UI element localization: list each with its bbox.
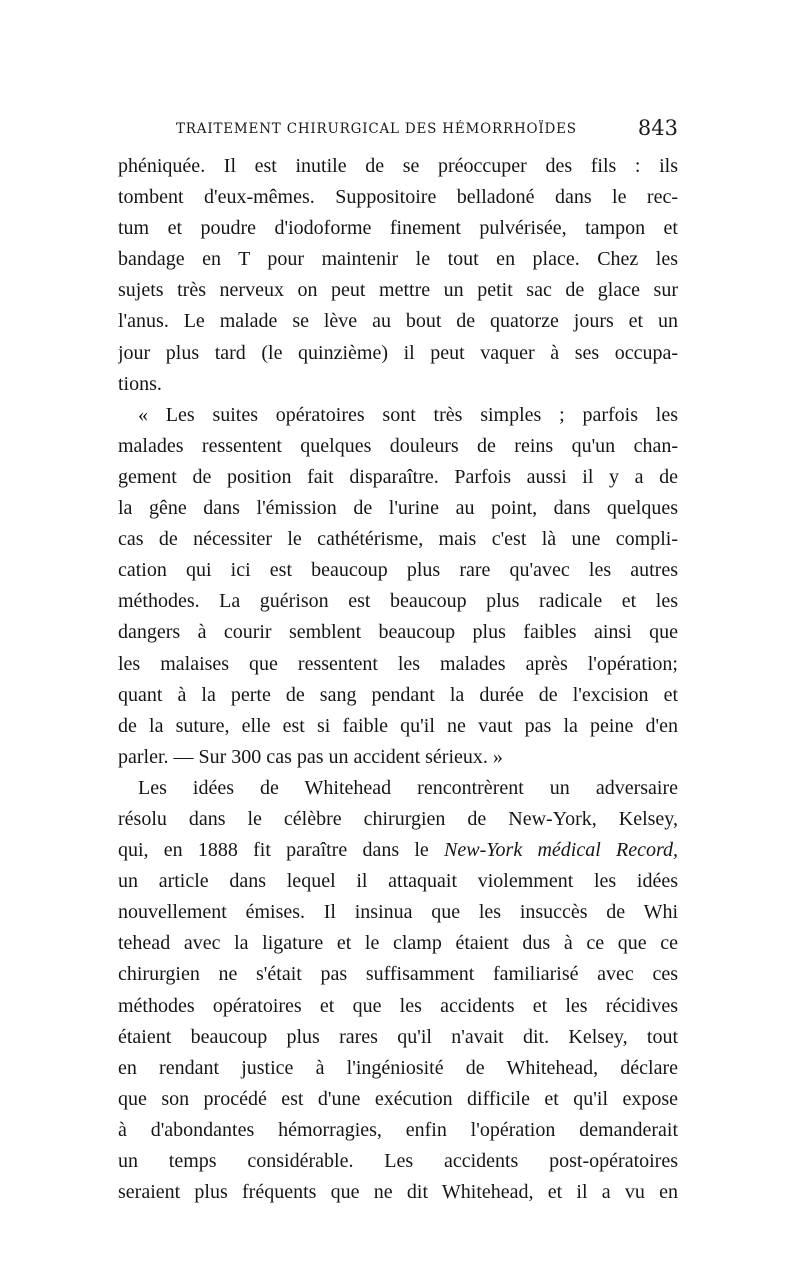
text-line: tions. — [118, 372, 162, 395]
text-line: méthodes. La guérison est beaucoup plus radicale et les — [118, 590, 678, 613]
body-text — [118, 151, 678, 1208]
text-line: nouvellement émises. Il insinua que les insuccès de Whi — [118, 901, 678, 924]
text-line: en rendant justice à l'ingéniosité de Whitehead, déclare — [118, 1056, 678, 1079]
text-line: les malaises que ressentent les malades après l'opération; — [118, 652, 678, 675]
text-segment: qui, en 1888 fit paraître dans le — [118, 839, 429, 862]
text-line: tum et poudre d'iodoforme finement pulvérisée, tampon et — [118, 217, 678, 240]
running-title: TRAITEMENT CHIRURGICAL DES HÉMORRHOÏDES — [176, 121, 577, 137]
text-line: tehead avec la ligature et le clamp étaient dus à ce que ce — [118, 932, 678, 955]
text-line: méthodes opératoires et que les accidents et les récidives — [118, 994, 678, 1017]
text-line: Les idées de Whitehead rencontrèrent un adversaire — [138, 776, 678, 799]
text-line: cation qui ici est beaucoup plus rare qu'avec les autres — [118, 559, 678, 582]
text-line: étaient beaucoup plus rares qu'il n'avait dit. Kelsey, tout — [118, 1025, 678, 1048]
text-line: jour plus tard (le quinzième) il peut vaquer à ses occupa- — [118, 341, 678, 364]
running-head — [118, 118, 678, 142]
text-line: gement de position fait disparaître. Parfois aussi il y a de — [118, 465, 678, 488]
text-line: chirurgien ne s'était pas suffisamment familiarisé avec ces — [118, 963, 678, 986]
text-line: seraient plus fréquents que ne dit Whitehead, et il a vu en — [118, 1181, 678, 1204]
text-line: un temps considérable. Les accidents post-opératoires — [118, 1150, 678, 1172]
text-line: quant à la perte de sang pendant la durée de l'excision et — [118, 683, 678, 706]
text-line-with-citation — [118, 835, 678, 866]
text-line: la gêne dans l'émission de l'urine au point, dans quelques — [118, 497, 678, 520]
text-line: dangers à courir semblent beaucoup plus faibles ainsi que — [118, 621, 678, 644]
paragraph-2 — [118, 400, 678, 773]
text-line: un article dans lequel il attaquait violemment les idées — [118, 870, 678, 893]
text-line: l'anus. Le malade se lève au bout de quatorze jours et un — [118, 310, 678, 333]
journal-title: New-York médical Record, — [444, 839, 678, 862]
text-line: « Les suites opératoires sont très simples ; parfois les — [138, 403, 678, 426]
text-line: bandage en T pour maintenir le tout en place. Chez les — [118, 248, 678, 271]
text-line: que son procédé est d'une exécution difficile et qu'il expose — [118, 1087, 678, 1110]
text-line: malades ressentent quelques douleurs de reins qu'un chan- — [118, 434, 678, 457]
page-number: 843 — [637, 116, 678, 140]
text-line: tombent d'eux-mêmes. Suppositoire belladoné dans le rec- — [118, 186, 678, 209]
paragraph-3 — [118, 773, 678, 1208]
text-line: de la suture, elle est si faible qu'il ne vaut pas la peine d'en — [118, 714, 678, 737]
text-line: résolu dans le célèbre chirurgien de New-York, Kelsey, — [118, 807, 678, 830]
paragraph-1 — [118, 151, 678, 400]
text-line: sujets très nerveux on peut mettre un petit sac de glace sur — [118, 279, 678, 302]
text-line: à d'abondantes hémorragies, enfin l'opération demanderait — [118, 1118, 678, 1141]
text-line: parler. — Sur 300 cas pas un accident sérieux. » — [118, 745, 503, 768]
text-line: phéniquée. Il est inutile de se préoccuper des fils : ils — [118, 155, 678, 177]
text-line: cas de nécessiter le cathétérisme, mais c'est là une compli- — [118, 528, 678, 551]
